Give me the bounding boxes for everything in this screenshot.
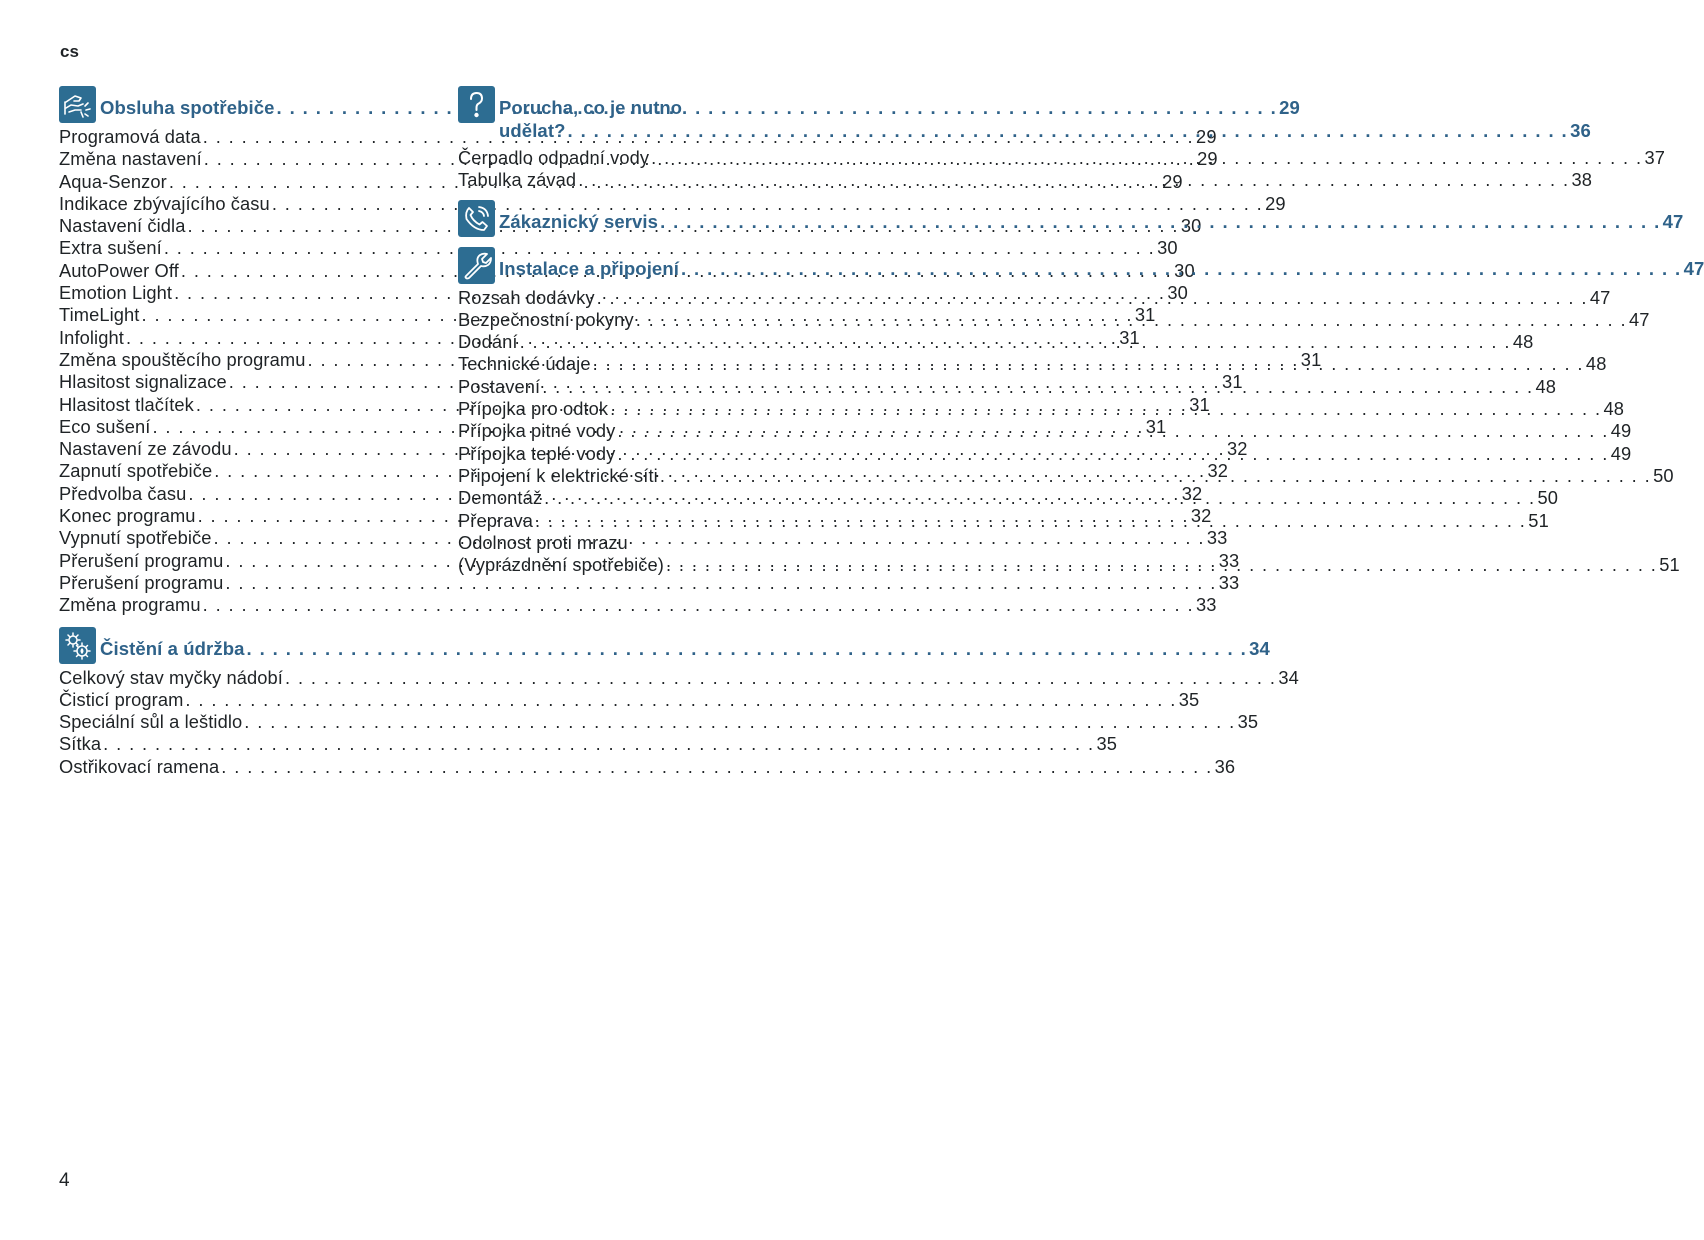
- section-title: Čistění a údržba: [100, 637, 245, 659]
- entry-text: AutoPower Off: [59, 259, 179, 281]
- entry-page: 33: [1218, 549, 1240, 571]
- dot-leader: [285, 667, 1276, 689]
- entry-text: Přípojka pro odtok: [458, 398, 609, 420]
- entry-page: 32: [1207, 460, 1229, 482]
- entry-page: 47: [1629, 308, 1650, 330]
- entry-text-cont: (Vyprázdnění spotřebiče): [458, 554, 664, 576]
- entry-text: Změna nastavení: [59, 148, 202, 170]
- entry-text: Přerušení programu: [59, 571, 224, 593]
- entry-text: Celkový stav myčky nádobí: [59, 666, 283, 688]
- entry-page: 32: [1190, 505, 1212, 527]
- entry-page: 35: [1237, 711, 1259, 733]
- entry-page: 33: [1195, 594, 1217, 616]
- entry-text: TimeLight: [59, 304, 140, 326]
- entry-page: 47: [1589, 286, 1611, 308]
- dot-leader: [221, 756, 1212, 778]
- entry-page: 33: [1218, 571, 1240, 593]
- toc-entry[interactable]: [59, 192, 1286, 215]
- entry-text: Aqua-Senzor: [59, 170, 167, 192]
- dot-leader: [567, 120, 1568, 142]
- dot-leader: [636, 309, 1627, 331]
- entry-text: Hlasitost signalizace: [59, 371, 227, 393]
- entry-page: 32: [1181, 482, 1203, 504]
- entry-page: 31: [1145, 415, 1167, 437]
- entry-text: Předvolba času: [59, 482, 187, 504]
- dot-leader: [544, 487, 1535, 509]
- entry-page: 31: [1119, 326, 1140, 348]
- section-title: Porucha, co je nutno: [499, 97, 682, 118]
- entry-page: 48: [1535, 375, 1557, 397]
- entry-text: Přerušení programu: [59, 549, 224, 571]
- entry-text: Přípojka teplé vody: [458, 442, 616, 464]
- entry-page: 38: [1571, 169, 1593, 191]
- toc-entry[interactable]: [59, 711, 1259, 733]
- entry-page: 29: [1197, 148, 1218, 170]
- telephone-icon: [458, 200, 495, 237]
- toc-entry[interactable]: [59, 755, 1236, 778]
- entry-text: Nastavení čidla: [59, 215, 186, 237]
- entry-text: Čisticí program: [59, 688, 184, 710]
- entry-text: Indikace zbývajícího času: [59, 192, 270, 214]
- dot-leader: [535, 510, 1526, 532]
- entry-page: 35: [1178, 688, 1200, 710]
- section-title: Instalace a připojení: [499, 257, 679, 279]
- entry-page: 31: [1134, 304, 1156, 326]
- entry-text: Připojení k elektrické síti: [458, 464, 658, 486]
- entry-text: Změna programu: [59, 594, 201, 616]
- language-code: cs: [60, 42, 79, 61]
- entry-text: Bezpečnostní pokyny: [458, 308, 634, 330]
- toc-entry[interactable]: [59, 733, 1118, 755]
- entry-page: 34: [1278, 666, 1299, 688]
- dot-leader: [681, 257, 1682, 281]
- dot-leader: [660, 465, 1651, 487]
- toc-section-cleaning: [59, 627, 1299, 778]
- entry-text: Přípojka pitné vody: [458, 420, 616, 442]
- toc-entries: [59, 666, 1299, 778]
- entry-text: Zapnutí spotřebiče: [59, 460, 213, 482]
- dot-leader: [244, 711, 1235, 733]
- entry-text: Extra sušení: [59, 237, 162, 259]
- entry-text: Odolnost proti mrazu: [458, 531, 628, 553]
- dot-leader: [593, 353, 1584, 375]
- entry-page: 36: [1214, 755, 1236, 777]
- section-heading[interactable]: [59, 627, 1270, 664]
- section-title: Obsluha spotřebiče: [100, 97, 275, 118]
- entry-text: Nastavení ze závodu: [59, 438, 232, 460]
- dot-leader: [660, 210, 1661, 234]
- entry-page: 31: [1222, 371, 1243, 393]
- toc-entry[interactable]: [59, 571, 1240, 594]
- dot-leader: [247, 637, 1248, 661]
- entry-page: 30: [1157, 237, 1178, 259]
- wrench-icon: [458, 247, 495, 284]
- entry-text: Rozsah dodávky: [458, 286, 595, 308]
- entry-text: Změna spouštěcího programu: [59, 348, 306, 370]
- dot-leader: [185, 689, 1176, 711]
- question-mark-icon: [458, 86, 495, 123]
- toc-entry[interactable]: [59, 594, 1217, 616]
- entry-page: 50: [1537, 487, 1558, 509]
- entry-page: 32: [1226, 438, 1248, 460]
- entry-page: 50: [1653, 464, 1674, 486]
- entry-text: Vypnutí spotřebiče: [59, 527, 212, 549]
- entry-page: 30: [1174, 259, 1195, 281]
- entry-page: 30: [1180, 215, 1202, 237]
- entry-page: 31: [1300, 348, 1322, 370]
- entry-text: Ostřikovací ramena: [59, 755, 220, 777]
- toc-entry[interactable]: [59, 688, 1200, 711]
- entry-text: Speciální sůl a leštidlo: [59, 711, 243, 733]
- entry-page: 48: [1585, 353, 1607, 375]
- entry-text: Programová data: [59, 126, 201, 147]
- entry-text: Demontáž: [458, 487, 543, 509]
- dot-leader: [103, 733, 1094, 755]
- section-page: 47: [1683, 257, 1704, 279]
- entry-text: Sítka: [59, 733, 102, 755]
- section-page: 34: [1249, 637, 1270, 659]
- entry-text: Konec programu: [59, 505, 196, 527]
- entry-text: Hlasitost tlačítek: [59, 393, 194, 415]
- entry-page: 49: [1610, 420, 1632, 442]
- dot-leader: [203, 594, 1194, 616]
- entry-text: Přeprava: [458, 509, 533, 531]
- dot-leader: [578, 169, 1569, 191]
- section-page: 47: [1662, 210, 1684, 232]
- entry-text: Technické údaje: [458, 353, 591, 375]
- entry-page: 37: [1644, 147, 1666, 168]
- entry-page: 33: [1206, 527, 1228, 549]
- entry-text: Dodání: [458, 331, 518, 353]
- entry-text: Postavení: [458, 375, 541, 397]
- entry-page: 35: [1096, 733, 1118, 755]
- entry-page: 51: [1659, 554, 1680, 576]
- section-page: 36: [1570, 120, 1591, 141]
- hand-operation-icon: [59, 86, 96, 123]
- entry-page: 29: [1265, 192, 1286, 214]
- entry-text: Čerpadlo odpadní vody: [458, 147, 650, 168]
- dot-leader: [597, 287, 1588, 309]
- dot-leader: [666, 554, 1657, 576]
- entry-page: 51: [1528, 509, 1549, 531]
- entry-page: 48: [1512, 331, 1534, 353]
- dot-leader: [651, 147, 1642, 169]
- section-page: 29: [1279, 97, 1300, 118]
- toc-entry[interactable]: [59, 237, 1178, 259]
- entry-text: Emotion Light: [59, 282, 173, 304]
- entry-text: Eco sušení: [59, 415, 151, 437]
- dot-leader: [542, 376, 1533, 398]
- entry-text: Tabulka závad: [458, 169, 577, 191]
- section-title: Zákaznický servis: [499, 210, 659, 232]
- entry-page: 49: [1610, 442, 1632, 464]
- entry-page: 48: [1603, 398, 1625, 420]
- entry-text: Infolight: [59, 326, 124, 348]
- dot-leader: [617, 443, 1608, 465]
- entry-page: 29: [1162, 170, 1183, 192]
- gear-cleaning-icon: [59, 627, 96, 664]
- dot-leader: [617, 420, 1608, 442]
- entry-page: 30: [1167, 282, 1188, 304]
- toc-entry[interactable]: [59, 666, 1299, 689]
- section-title-cont: udělat?: [499, 120, 566, 141]
- page-number: 4: [59, 1170, 70, 1191]
- entry-page: 31: [1189, 393, 1210, 415]
- dot-leader: [520, 331, 1511, 353]
- entry-page: 29: [1196, 126, 1217, 147]
- dot-leader: [610, 398, 1601, 420]
